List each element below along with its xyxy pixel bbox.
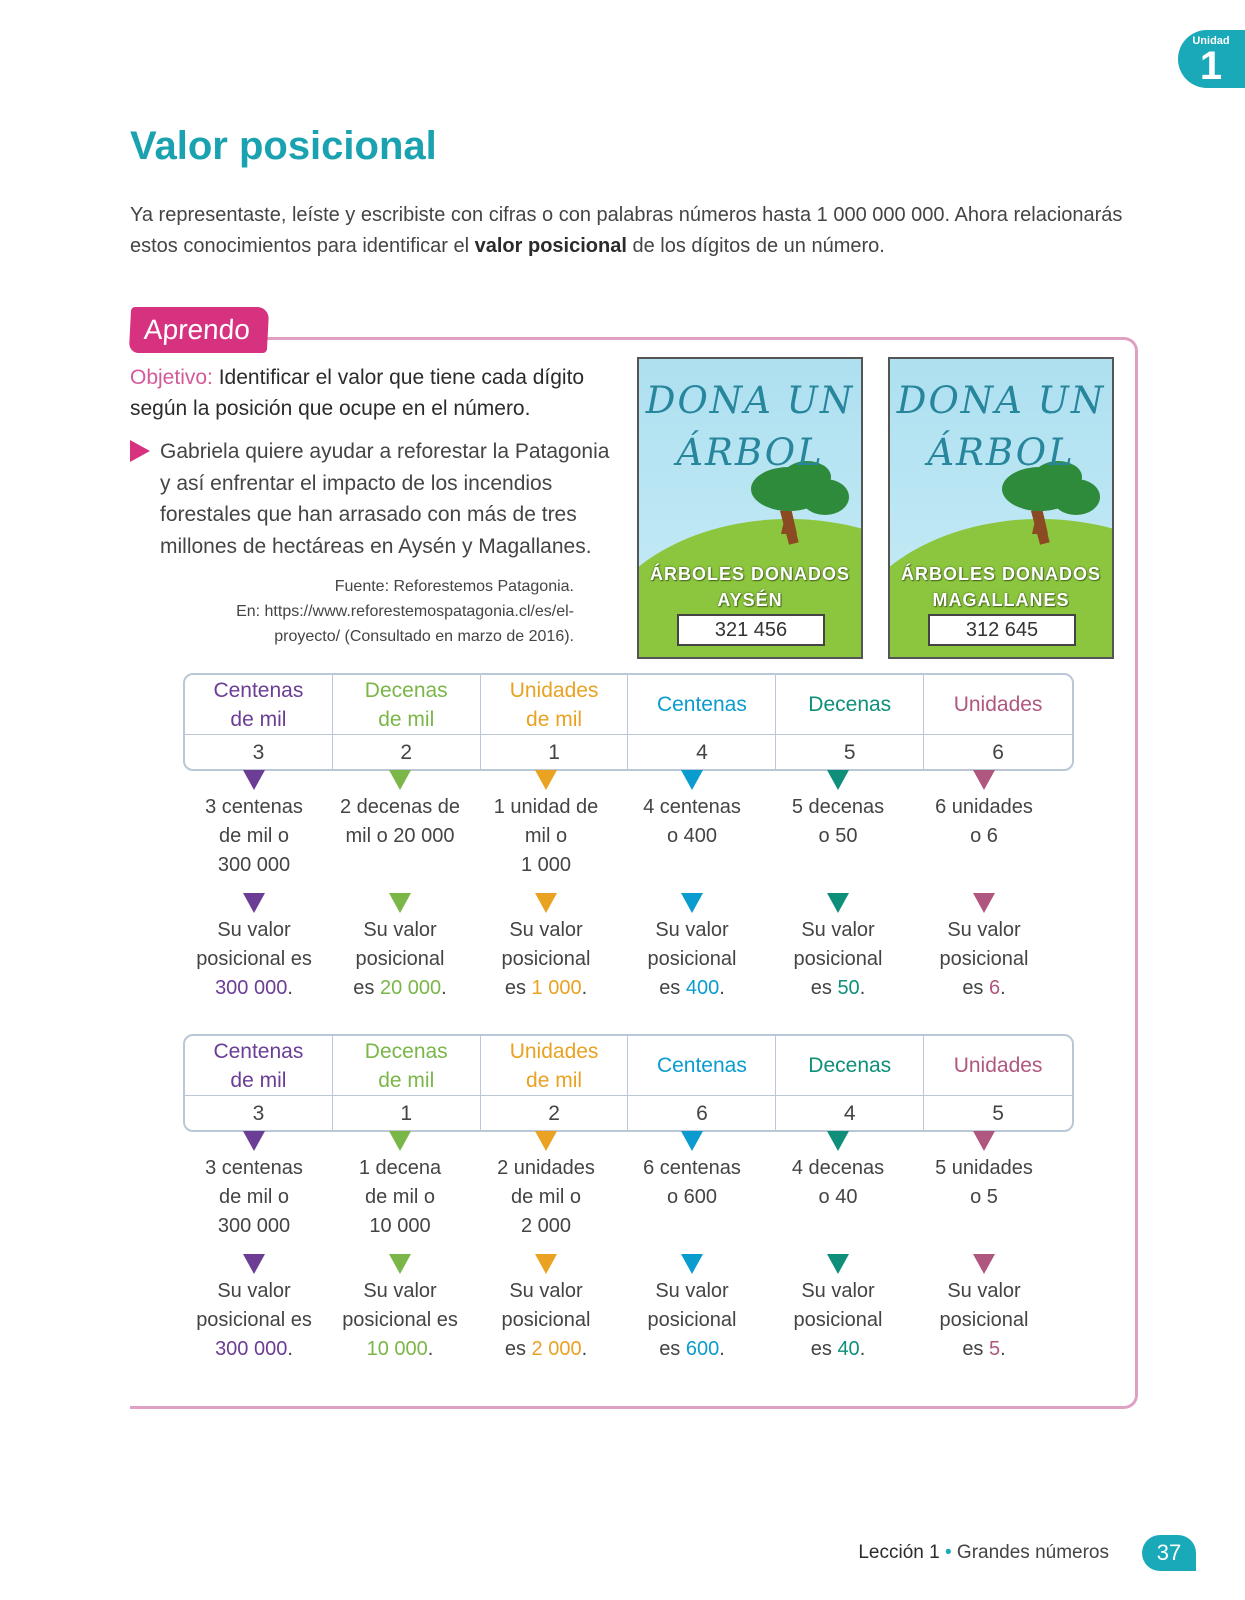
place-value-column — [180, 1131, 328, 1364]
positional-value-statement: Su valor posicional es 40. — [793, 1280, 883, 1360]
digit-description: 6 centenas o 600 — [643, 1157, 741, 1208]
page-title: Valor posicional — [130, 124, 437, 168]
footer-lesson-label: Lección 1 — [858, 1542, 940, 1563]
positional-value: 400 — [685, 977, 720, 999]
bullet-arrow-icon — [130, 440, 150, 462]
intro-text-2: de los dígitos de un número. — [626, 235, 885, 257]
positional-value: 20 000 — [379, 977, 442, 999]
table-digit: 5 — [776, 735, 924, 771]
digit-description: 4 decenas o 40 — [791, 1157, 885, 1208]
table-digit: 2 — [481, 1096, 629, 1132]
down-arrow-icon — [681, 1254, 703, 1274]
down-arrow-icon — [827, 1254, 849, 1274]
table-digit: 2 — [333, 735, 481, 771]
positional-value: 1 000 — [531, 977, 582, 999]
table-digit: 1 — [481, 735, 629, 771]
down-arrow-icon — [681, 893, 703, 913]
down-arrow-icon — [973, 770, 995, 790]
place-value-column — [472, 770, 620, 1003]
place-value-column — [326, 1131, 474, 1364]
place-value-column — [472, 1131, 620, 1364]
positional-value-statement: Su valor posicional es 50. — [793, 919, 883, 999]
table-header: Decenas — [776, 1036, 924, 1096]
intro-text-1: Ya representaste, leíste y escribiste con cifras o con palabras números hasta 1 000 000 000. Ahora relacionarás estos conocimientos para identificar el — [130, 204, 1123, 257]
digit-description: 6 unidades o 6 — [935, 796, 1033, 847]
place-value-column — [910, 770, 1058, 1003]
intro-paragraph — [130, 200, 1130, 262]
table-header: Centenas de mil — [185, 1036, 333, 1096]
digit-description: 4 centenas o 400 — [643, 796, 741, 847]
place-value-table-2 — [183, 1034, 1074, 1132]
down-arrow-icon — [243, 770, 265, 790]
positional-value-statement: Su valor posicional es 600. — [647, 1280, 737, 1360]
positional-value-statement: Su valor posicional es 2 000. — [501, 1280, 591, 1360]
down-arrow-icon — [535, 770, 557, 790]
objective-text: Identificar el valor que tiene cada dígito según la posición que ocupe en el número. — [130, 366, 585, 420]
positional-value: 6 — [989, 977, 1001, 999]
footer-topic: Grandes números — [956, 1542, 1109, 1563]
digit-description: 1 decena de mil o 10 000 — [358, 1157, 442, 1237]
table-header: Centenas — [628, 675, 776, 735]
table-header: Centenas — [628, 1036, 776, 1096]
down-arrow-icon — [973, 893, 995, 913]
footer-lesson — [858, 1542, 1109, 1564]
positional-value-statement: Su valor posicional es 400. — [647, 919, 737, 999]
table-digit: 1 — [333, 1096, 481, 1132]
table-header: Centenas de mil — [185, 675, 333, 735]
objective — [130, 362, 620, 424]
positional-value-statement: Su valor posicional es 300 000. — [196, 1280, 312, 1360]
digit-description: 1 unidad de mil o 1 000 — [493, 796, 599, 876]
poster-title: DONA UN ÁRBOL — [645, 379, 855, 474]
unit-number: 1 — [1199, 44, 1223, 88]
intro-bold: valor posicional — [474, 235, 627, 257]
down-arrow-icon — [389, 893, 411, 913]
positional-value: 2 000 — [531, 1338, 582, 1360]
positional-value-statement: Su valor posicional es 1 000. — [501, 919, 591, 999]
place-value-column — [910, 1131, 1058, 1364]
table-header: Decenas de mil — [333, 675, 481, 735]
positional-value-statement: Su valor posicional es 6. — [939, 919, 1029, 999]
down-arrow-icon — [535, 893, 557, 913]
digit-description: 3 centenas de mil o 300 000 — [205, 796, 303, 876]
table-digit: 6 — [992, 741, 1004, 764]
unit-tab — [1178, 30, 1245, 88]
table-header: Unidades de mil — [481, 1036, 629, 1096]
positional-value: 600 — [685, 1338, 720, 1360]
down-arrow-icon — [827, 893, 849, 913]
footer-separator: • — [944, 1542, 952, 1563]
down-arrow-icon — [535, 1254, 557, 1274]
down-arrow-icon — [389, 1254, 411, 1274]
aprendo-box-top-border — [245, 337, 1125, 340]
poster-label: ÁRBOLES DONADOS MAGALLANES — [900, 564, 1101, 610]
positional-value-statement: Su valor posicional es 5. — [939, 1280, 1029, 1360]
down-arrow-icon — [535, 1131, 557, 1151]
source-line-1: Fuente: Reforestemos Patagonia. — [334, 578, 574, 595]
down-arrow-icon — [389, 1131, 411, 1151]
down-arrow-icon — [973, 1131, 995, 1151]
unit-label: Unidad — [1192, 35, 1230, 47]
down-arrow-icon — [243, 893, 265, 913]
table-digit: 4 — [776, 1096, 924, 1132]
positional-value-statement: Su valor posicional es 20 000. — [353, 919, 447, 999]
down-arrow-icon — [681, 770, 703, 790]
table-digit: 3 — [185, 1096, 333, 1132]
down-arrow-icon — [681, 1131, 703, 1151]
positional-value: 300 000 — [215, 1338, 288, 1360]
table-header: Unidades — [924, 675, 1072, 735]
digit-description: 2 unidades de mil o 2 000 — [497, 1157, 595, 1237]
table-digit: 4 — [628, 735, 776, 771]
table-header: Unidades de mil — [481, 675, 629, 735]
digit-description: 2 decenas de mil o 20 000 — [339, 796, 461, 847]
positional-value: 40 — [837, 1338, 860, 1360]
poster-title: DONA UN ÁRBOL — [896, 379, 1106, 474]
poster-label: ÁRBOLES DONADOS AYSÉN — [649, 564, 850, 610]
positional-value-statement: Su valor posicional es 300 000. — [196, 919, 312, 999]
place-value-column — [180, 770, 328, 1003]
source-citation — [160, 574, 574, 649]
positional-value-statement: Su valor posicional es 10 000. — [342, 1280, 458, 1360]
digit-description: 3 centenas de mil o 300 000 — [205, 1157, 303, 1237]
positional-value: 5 — [989, 1338, 1001, 1360]
poster-value: 312 645 — [928, 614, 1076, 646]
story-text: Gabriela quiere ayudar a reforestar la Patagonia y así enfrentar el impacto de los incendios forestales que han arrasado con más de tres millones de hectáreas en Aysén y Magallanes. — [160, 440, 610, 558]
down-arrow-icon — [389, 770, 411, 790]
table-header: Unidades — [924, 1036, 1072, 1096]
table-digit: 3 — [185, 735, 333, 771]
place-value-table-1 — [183, 673, 1074, 771]
poster-2 — [888, 357, 1114, 659]
section-label-aprendo: Aprendo — [129, 307, 269, 353]
place-value-column — [326, 770, 474, 1003]
positional-value: 300 000 — [215, 977, 288, 999]
table-header: Decenas — [776, 675, 924, 735]
poster-value: 321 456 — [677, 614, 825, 646]
positional-value: 10 000 — [366, 1338, 428, 1360]
place-value-column — [764, 1131, 912, 1364]
source-line-3: proyecto/ (Consultado en marzo de 2016). — [274, 628, 574, 645]
place-value-column — [618, 1131, 766, 1364]
down-arrow-icon — [827, 1131, 849, 1151]
down-arrow-icon — [827, 770, 849, 790]
digit-description: 5 unidades o 5 — [935, 1157, 1033, 1208]
poster-1 — [637, 357, 863, 659]
page-number: 37 — [1142, 1535, 1196, 1571]
place-value-column — [618, 770, 766, 1003]
objective-label: Objetivo: — [130, 366, 213, 389]
positional-value: 50 — [837, 977, 860, 999]
down-arrow-icon — [973, 1254, 995, 1274]
table-digit: 5 — [992, 1102, 1004, 1125]
source-line-2: En: https://www.reforestemospatagonia.cl/es/el- — [236, 603, 574, 620]
digit-description: 5 decenas o 50 — [791, 796, 885, 847]
place-value-column — [764, 770, 912, 1003]
down-arrow-icon — [243, 1254, 265, 1274]
table-header: Decenas de mil — [333, 1036, 481, 1096]
table-digit: 6 — [628, 1096, 776, 1132]
down-arrow-icon — [243, 1131, 265, 1151]
